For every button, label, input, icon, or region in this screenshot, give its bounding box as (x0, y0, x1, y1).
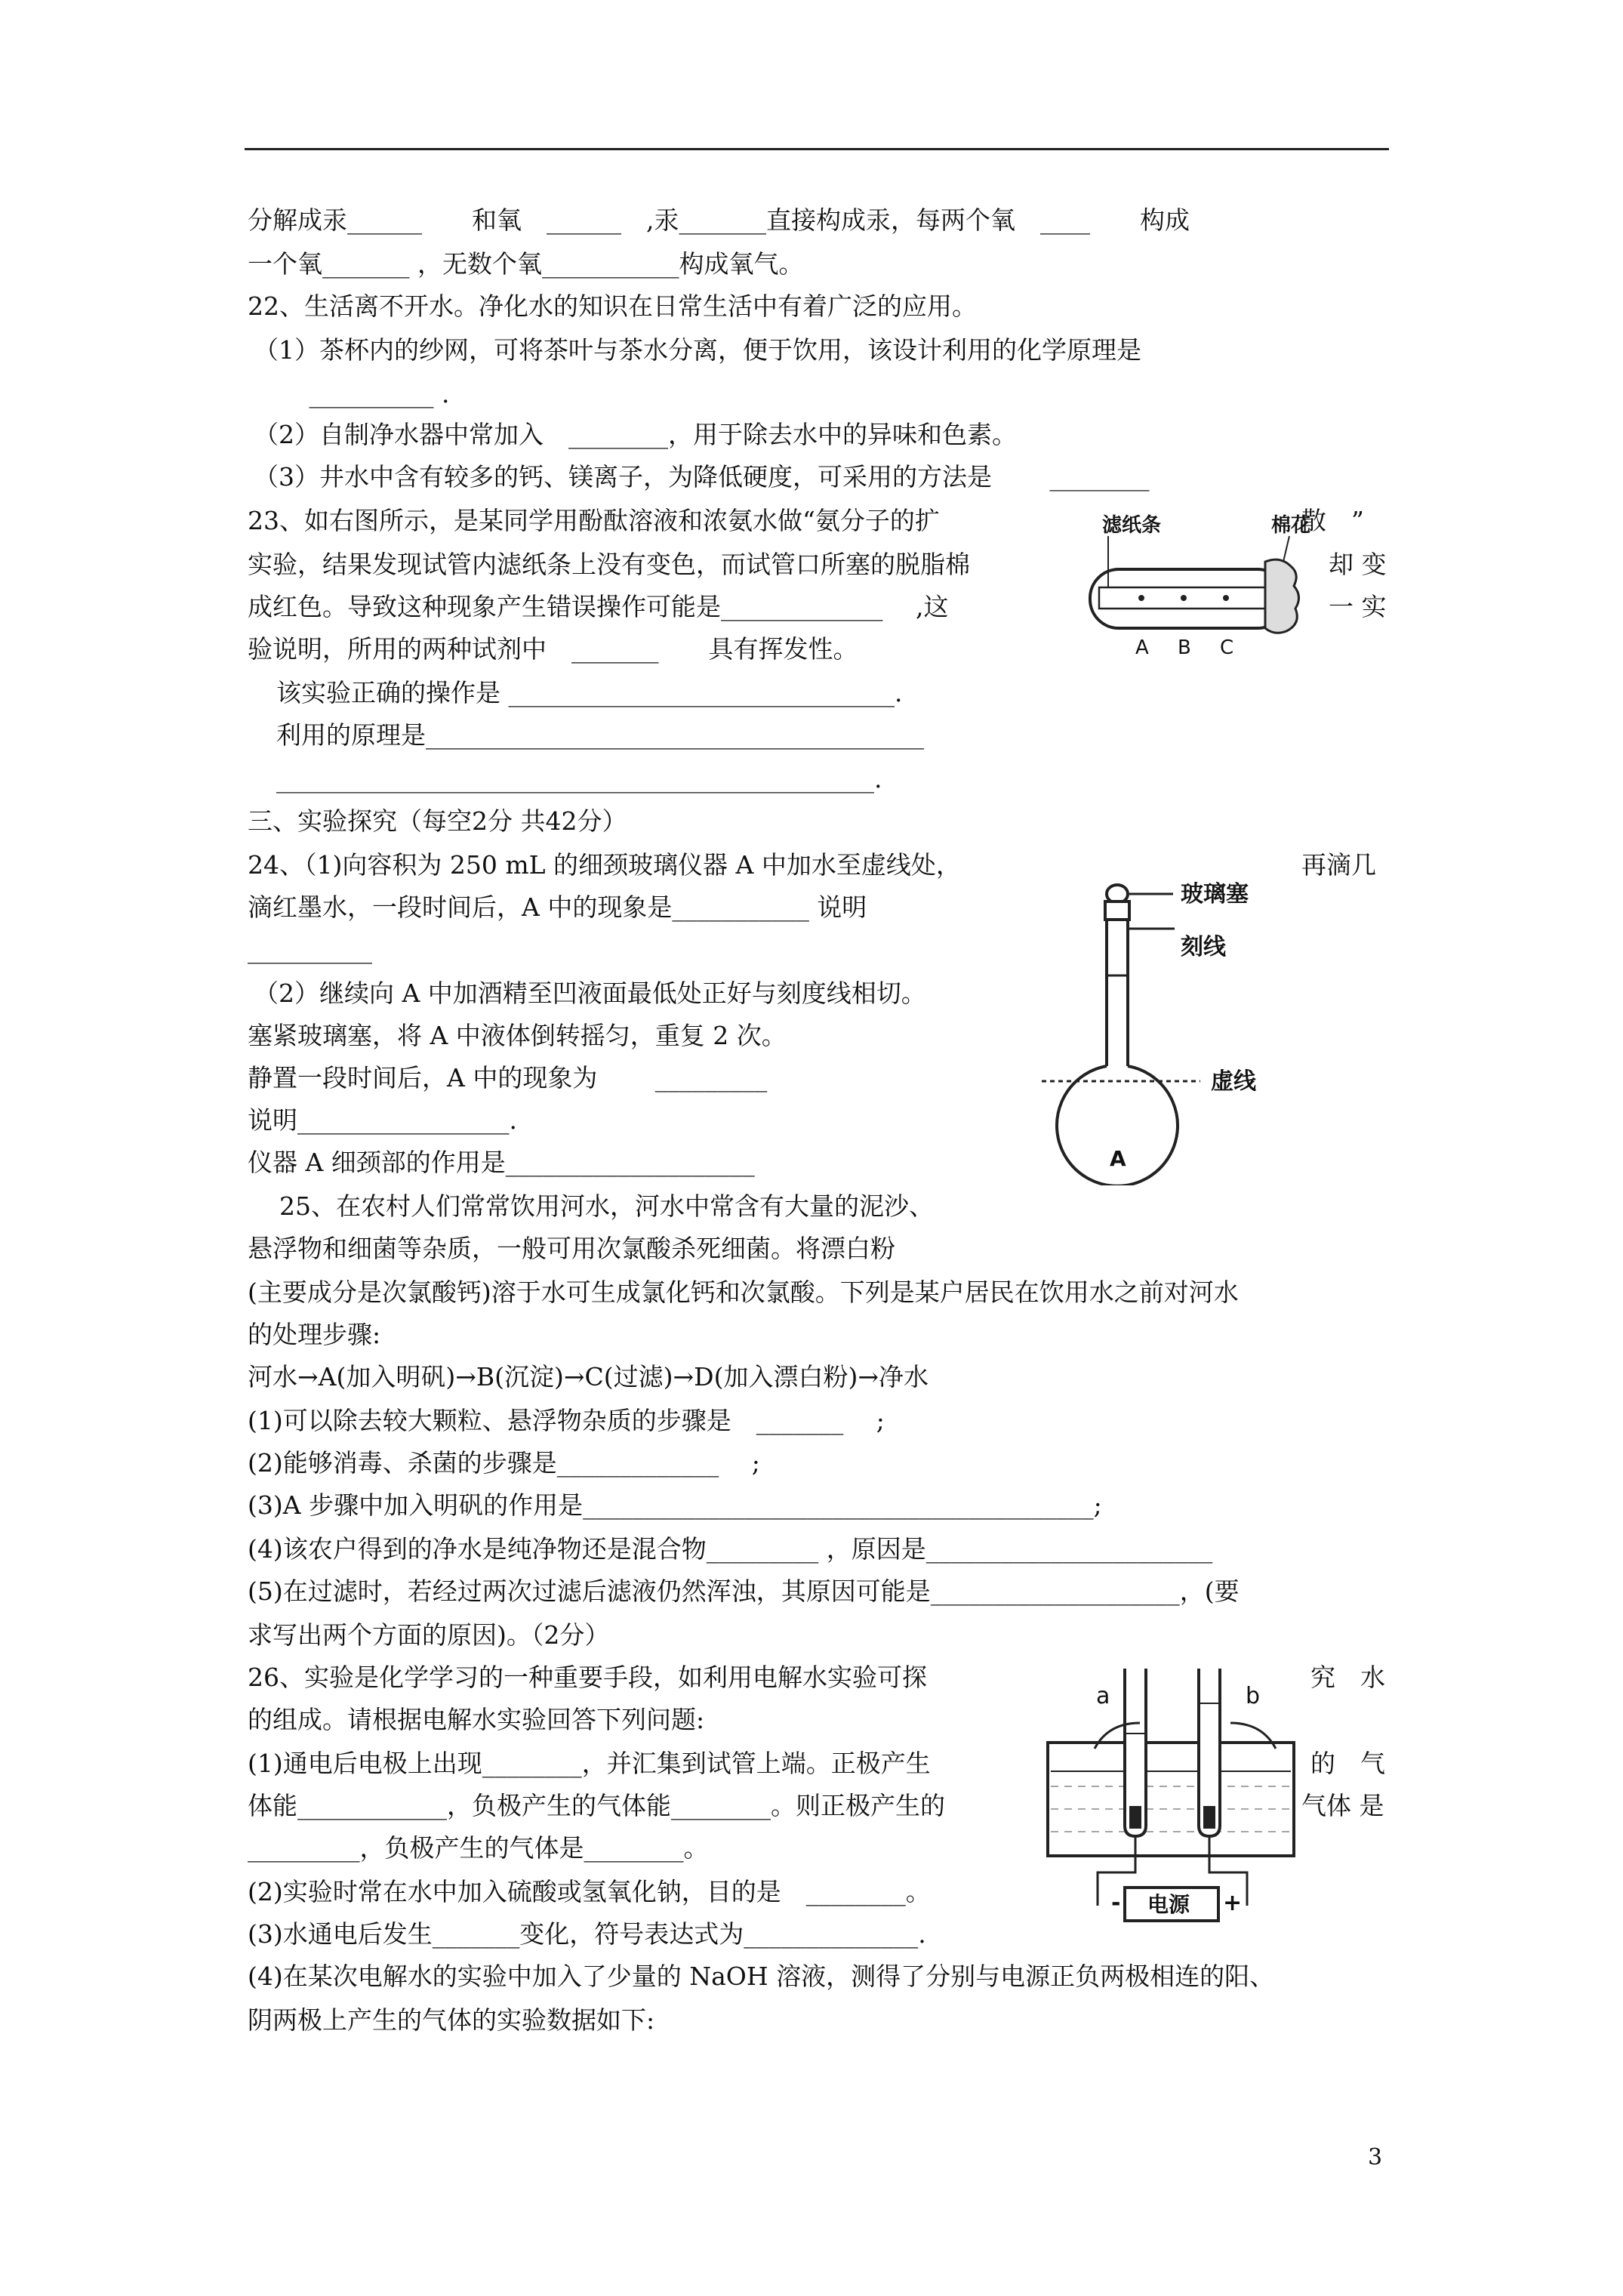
question-23: 23、如右图所示，是某同学用酚酞溶液和浓氨水做“氨分子的扩 (248, 506, 940, 535)
label-filter-paper: 滤纸条 (1102, 514, 1162, 537)
text-line: （1）茶杯内的纱网，可将茶叶与茶水分离，便于饮用，该设计利用的化学原理是 (254, 335, 1141, 365)
question-24: 24、（1)向容积为 250 mL 的细颈玻璃仪器 A 中加水至虚线处， (248, 850, 961, 880)
text-line: _________，负极产生的气体是________。 (248, 1833, 709, 1863)
label-dashed: 虚线 (1211, 1068, 1256, 1095)
figure-electrolysis (1040, 1658, 1304, 1930)
figure-test-tube (1063, 498, 1312, 664)
text-line: 的处理步骤: (248, 1320, 381, 1349)
text-line: (2)实验时常在水中加入硫酸或氢氧化钠，目的是 ________。 (248, 1877, 931, 1906)
text-line-right: 再滴几 (1301, 850, 1376, 880)
label-minus: - (1111, 1890, 1121, 1916)
text-line: （2）自制净水器中常加入 ________，用于除去水中的异味和色素。 (254, 420, 1017, 449)
label-plus: + (1223, 1890, 1243, 1916)
question-25: 25、在农村人们常常饮用河水，河水中常含有大量的泥沙、 (279, 1191, 934, 1221)
section-heading: 三、实验探究（每空2分 共42分） (248, 806, 627, 836)
figure-volumetric-flask (1027, 868, 1313, 1185)
page-number: 3 (1368, 2144, 1383, 2171)
text-line: (主要成分是次氯酸钙)溶于水可生成氯化钙和次氯酸。下列是某户居民在饮用水之前对河水 (248, 1277, 1239, 1307)
text-line: （3）井水中含有较多的钙、镁离子，为降低硬度，可采用的方法是 ________ (254, 462, 1150, 492)
question-26: 26、实验是化学学习的一种重要手段，如利用电解水实验可探 (248, 1663, 927, 1692)
text-line: (3)水通电后发生_______变化，符号表达式为______________. (248, 1919, 926, 1949)
text-line: 的组成。请根据电解水实验回答下列问题: (248, 1705, 705, 1734)
text-line: (5)在过滤时，若经过两次过滤后滤液仍然浑浊，其原因可能是____________________，(要 (248, 1576, 1240, 1606)
text-line: 一个氧_______ ，无数个氧___________构成氧气。 (248, 249, 804, 279)
text-line: ________________________________________________. (276, 764, 882, 794)
label-mark: 刻线 (1181, 934, 1226, 960)
label-c: C (1220, 636, 1234, 659)
label-b: B (1178, 636, 1191, 659)
text-line-right: 散 ” (1301, 506, 1364, 535)
text-line-right: 的 气 (1310, 1749, 1385, 1778)
text-line: __________ . (276, 379, 450, 408)
text-line: 成红色。导致这种现象产生错误操作可能是_____________ ,这 (248, 592, 949, 621)
text-line: 阴两极上产生的气体的实验数据如下: (248, 2005, 655, 2035)
text-line: 静置一段时间后，A 中的现象为 _________ (248, 1063, 768, 1093)
text-line-right: 究 水 (1310, 1663, 1385, 1692)
text-line: 塞紧玻璃塞，将 A 中液体倒转摇匀，重复 2 次。 (248, 1021, 787, 1050)
text-line-right: 气体 是 (1301, 1791, 1384, 1820)
label-tube-b: b (1246, 1683, 1261, 1709)
text-line: (2)能够消毒、杀菌的步骤是_____________ ; (248, 1448, 760, 1478)
text-line-right: 却 变 (1329, 550, 1387, 579)
text-line: 利用的原理是________________________________________ (276, 720, 924, 750)
text-line: (1)可以除去较大颗粒、悬浮物杂质的步骤是 _______ ; (248, 1406, 885, 1435)
text-line: 该实验正确的操作是 _______________________________. (276, 678, 903, 707)
text-line: (1)通电后电极上出现________，并汇集到试管上端。正极产生 (248, 1749, 931, 1778)
header-rule (245, 148, 1389, 150)
label-stopper: 玻璃塞 (1181, 881, 1249, 908)
text-line: (4)在某次电解水的实验中加入了少量的 NaOH 溶液，测得了分别与电源正负两极相连的阳、 (248, 1962, 1275, 1991)
text-line: 仪器 A 细颈部的作用是____________________ (248, 1148, 755, 1177)
text-line: 河水→A(加入明矾)→B(沉淀)→C(过滤)→D(加入漂白粉)→净水 (248, 1362, 929, 1391)
question-22: 22、生活离不开水。净化水的知识在日常生活中有着广泛的应用。 (248, 291, 977, 321)
label-power: 电源 (1147, 1892, 1190, 1917)
label-flask-a: A (1110, 1146, 1126, 1171)
text-line: 验说明，所用的两种试剂中 _______ 具有挥发性。 (248, 634, 858, 664)
label-cotton: 棉花 (1271, 514, 1311, 537)
text-line: (4)该农户得到的净水是纯净物还是混合物_________ ，原因是_______________________ (248, 1534, 1213, 1564)
text-line: 体能____________，负极产生的气体能________。则正极产生的 (248, 1791, 945, 1820)
text-line: 求写出两个方面的原因)。（2分） (248, 1620, 610, 1650)
text-line: 悬浮物和细菌等杂质，一般可用次氯酸杀死细菌。将漂白粉 (248, 1234, 895, 1263)
text-line: 实验，结果发现试管内滤纸条上没有变色，而试管口所塞的脱脂棉 (248, 550, 970, 579)
text-line: （2）继续向 A 中加酒精至凹液面最低处正好与刻度线相切。 (254, 978, 926, 1008)
text-line: 说明_________________. (248, 1105, 517, 1135)
text-line: 分解成汞______ 和氧 ______ ,汞_______直接构成汞，每两个氧 ____ 构成 (248, 205, 1190, 235)
text-line: __________ (248, 935, 372, 964)
text-line: 滴红墨水，一段时间后，A 中的现象是___________ 说明 (248, 892, 867, 922)
text-line-right: 一 实 (1329, 592, 1387, 621)
label-tube-a: a (1096, 1683, 1110, 1709)
label-a: A (1135, 636, 1149, 659)
text-line: (3)A 步骤中加入明矾的作用是_________________________________________; (248, 1490, 1102, 1520)
